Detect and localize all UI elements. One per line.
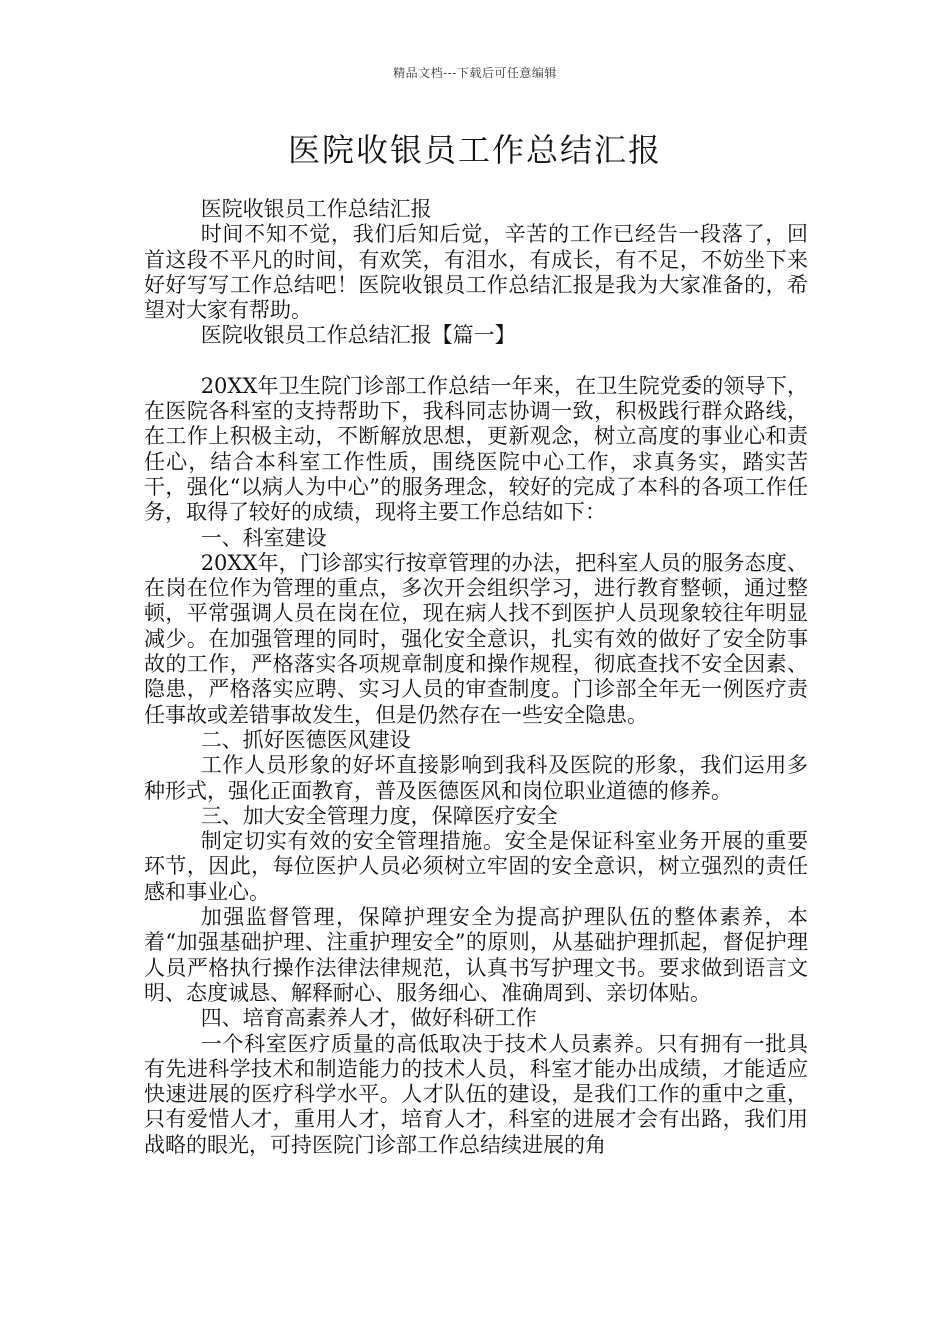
safety-measures-paragraph: 制定切实有效的安全管理措施。安全是保证科室业务开展的重要环节，因此，每位医护人员必须树立牢固的安全意识，树立强烈的责任感和事业心。	[144, 829, 808, 904]
heading-safety-management: 三、加大安全管理力度，保障医疗安全	[200, 803, 558, 828]
department-building-paragraph: 20XX年，门诊部实行按章管理的办法，把科室人员的服务态度、在岗在位作为管理的重点，多次开会组织学习，进行教育整顿，通过整顿，平常强调人员在岗在位，现在病人找不到医护人员现象较往年明显减少。在加强管理的同时，强化安全意识，扎实有效的做好了安全防事故的工作，严格落实各项规章制度和操作规程，彻底查找不安全因素、隐患，严格落实应聘、实习人员的审查制度。门诊部全年无一例医疗责任事故或差错事故发生，但是仍然存在一些安全隐患。	[144, 550, 808, 727]
header-note: 精品文档---下载后可任意编辑	[393, 66, 557, 80]
heading-department-building: 一、科室建设	[200, 525, 327, 550]
heading-talent-cultivation: 四、培育高素养人才，做好科研工作	[200, 1006, 537, 1031]
document-title: 医院收银员工作总结汇报	[287, 131, 662, 169]
medical-ethics-paragraph: 工作人员形象的好坏直接影响到我科及医院的形象，我们运用多种形式，强化正面教育，普及医德医风和岗位职业道德的修养。	[144, 753, 808, 803]
talent-cultivation-paragraph: 一个科室医疗质量的高低取决于技术人员素养。只有拥有一批具有先进科学技术和制造能力的技术人员，科室才能办出成绩，才能适应快速进展的医疗科学水平。人才队伍的建设，是我们工作的重中之重，只有爱惜人才，重用人才，培育人才，科室的进展才会有出路，我们用战略的眼光，可持医院门诊部工作总结续进展的角	[144, 1031, 808, 1157]
document-body	[144, 197, 808, 1158]
nursing-supervision-paragraph: 加强监督管理，保障护理安全为提高护理队伍的整体素养，本着“加强基础护理、注重护理安全”的原则，从基础护理抓起，督促护理人员严格执行操作法律法律规范，认真书写护理文书。要求做到语言文明、态度诚恳、解释耐心、服务细心、准确周到、亲切体贴。	[144, 905, 808, 1005]
summary-paragraph: 20XX年卫生院门诊部工作总结一年来，在卫生院党委的领导下，在医院各科室的支持帮助下，我科同志协调一致，积极践行群众路线，在工作上积极主动，不断解放思想，更新观念，树立高度的事业心和责任心，结合本科室工作性质，围绕医院中心工作，求真务实，踏实苦干，强化“以病人为中心”的服务理念，较好的完成了本科的各项工作任务，取得了较好的成绩，现将主要工作总结如下：	[144, 373, 808, 525]
heading-medical-ethics: 二、抓好医德医风建设	[200, 727, 411, 752]
section-heading-part-one: 医院收银员工作总结汇报【篇一】	[200, 323, 516, 348]
intro-title-line: 医院收银员工作总结汇报	[200, 197, 432, 221]
intro-paragraph: 时间不知不觉，我们后知后觉，辛苦的工作已经告一段落了，回首这段不平凡的时间，有欢笑，有泪水，有成长，有不足，不妨坐下来好好写写工作总结吧！医院收银员工作总结汇报是我为大家准备的，希望对大家有帮助。	[144, 222, 808, 323]
